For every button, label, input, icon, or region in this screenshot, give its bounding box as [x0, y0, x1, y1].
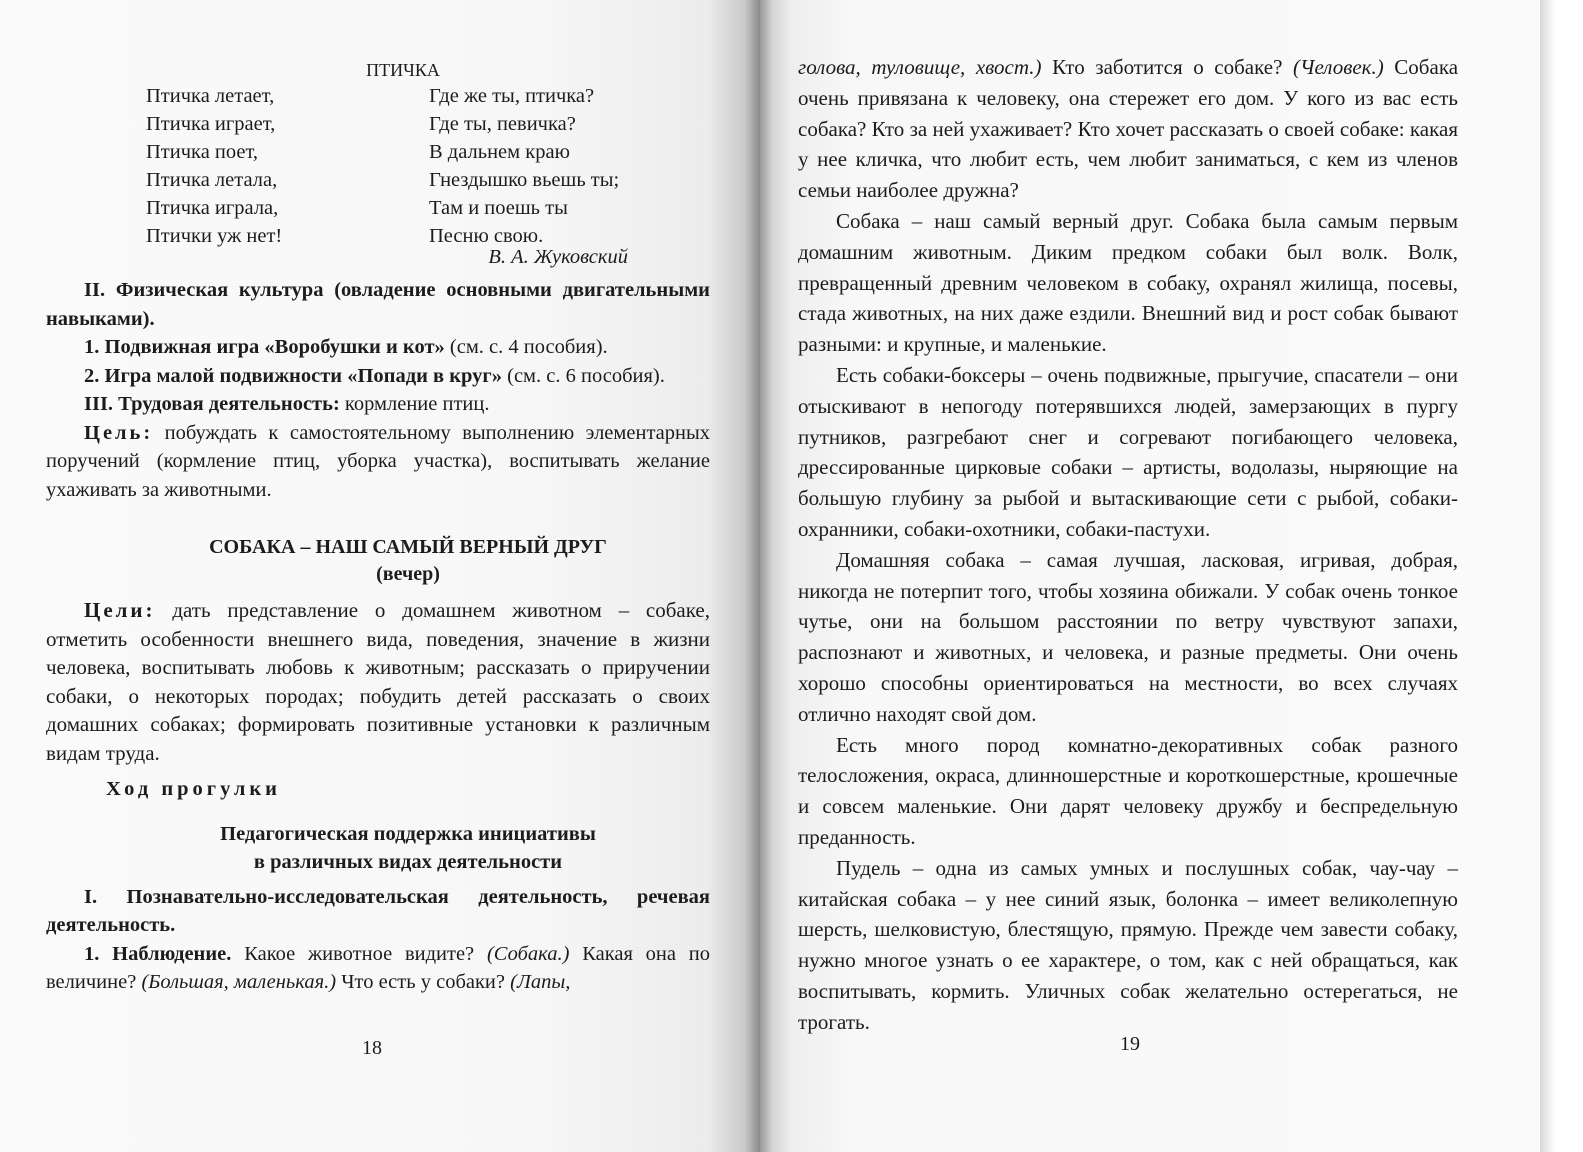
item-1-title: 1. Подвижная игра «Воробушки и кот»	[84, 336, 445, 358]
section-3	[46, 390, 710, 419]
paragraph-4: Домашняя собака – самая лучшая, ласковая, игривая, добрая, никогда не потерпит того, чтобы хозяина обижали. У собак очень тонкое чутье, они на большом расстоянии по ветру чувствуют запахи, распознают и животных, и человека, и разные предметы. Они очень хорошо способны ориентироваться на местности, во всех случаях отлично находят свой дом.	[798, 547, 1458, 726]
right-page-content	[798, 52, 1458, 1038]
item-1	[46, 333, 710, 362]
poem-line: Птички уж нет!	[146, 225, 283, 247]
item-2	[46, 362, 710, 391]
paragraph-3: Есть собаки-боксеры – очень подвижные, прыгучие, спасатели – они отыскивают в непогоду потерявшихся людей, замерзающих в пургу путников, разгребают снег и согревают погибающего человека, дрессированные цирковые собаки – артисты, водолазы, ныряющие на большую глубину за рыбой и вытаскивающие сети с рыбой, собаки-охранники, собаки-охотники, собаки-пастухи.	[798, 362, 1458, 541]
poem-line: Гнездышко вьешь ты;	[429, 169, 620, 191]
poem	[46, 82, 710, 250]
poem-line: Там и поешь ты	[429, 197, 568, 219]
support-heading	[46, 820, 710, 877]
poem-line: Птичка летала,	[146, 169, 278, 191]
section-1-heading: I. Познавательно-исследовательская деятельность, речевая деятельность.	[46, 885, 710, 936]
poem-line: Где ты, певичка?	[429, 113, 576, 135]
section-3-text: кормление птиц.	[339, 393, 490, 415]
topic-title	[46, 534, 710, 588]
item-1-note: (см. с. 4 пособия).	[444, 336, 608, 358]
section-3-title: III. Трудовая деятельность:	[84, 393, 340, 415]
page-number-left: 18	[362, 1037, 382, 1059]
poem-column-2	[429, 82, 619, 250]
observation-question-3: Что есть у собаки?	[336, 971, 511, 993]
paragraph-1-italic: голова, туловище, хвост.)	[798, 55, 1042, 79]
paragraph-1-text: Собака очень привязана к человеку, она стережет его дом. У кого из вас есть собака? Кто за ней ухаживает? Кто хочет рассказать о своей собаке: какая у нее кличка, что любит есть, чем любит заниматься, с кем из членов семьи наиболее дружна?	[798, 55, 1459, 203]
scan-edge	[1540, 0, 1583, 1152]
item-2-title: 2. Игра малой подвижности «Попади в круг»	[84, 364, 502, 387]
observation-answer-1: (Собака.)	[486, 942, 570, 965]
poem-column-1	[146, 82, 282, 250]
support-heading-line-1: Педагогическая поддержка инициативы	[220, 822, 596, 845]
observation-title: 1. Наблюдение.	[84, 942, 232, 965]
goals-label: Цели:	[84, 598, 156, 622]
left-page-content	[46, 58, 710, 997]
paragraph-1-question: Кто заботится о собаке?	[1041, 55, 1294, 79]
observation-answer-2: (Большая, маленькая.)	[141, 971, 337, 993]
observation-question-2: Какая она по величине?	[46, 942, 710, 993]
observation-answer-3: (Лапы,	[510, 971, 571, 993]
item-2-note: (см. с. 6 пособия).	[502, 364, 665, 387]
goals-text: дать представление о домашнем животном – собаке, отметить особенности внешнего вида, поведения, значение в жизни человека, воспитывать любовь к животным; рассказать о приручении собаки, о некоторых породах; побудить детей рассказать о своих домашних собаках; формировать позитивные установки к различным видам труда.	[46, 598, 710, 765]
topic-subtitle: (вечер)	[376, 563, 440, 585]
poem-line: Песню свою.	[429, 225, 544, 247]
goal-label: Цель:	[84, 421, 154, 444]
section-2-heading: II. Физическая культура (овладение основными двигательными навыками).	[46, 279, 710, 330]
goal-text: побуждать к самостоятельному выполнению элементарных поручений (кормление птиц, уборка участка), воспитывать желание ухаживать за животными.	[46, 421, 710, 501]
topic-title-text: СОБАКА – НАШ САМЫЙ ВЕРНЫЙ ДРУГ	[209, 536, 607, 558]
left-page	[0, 0, 760, 1152]
poem-author: В. А. Жуковский	[488, 246, 628, 268]
right-page	[760, 0, 1540, 1152]
goals-paragraph	[46, 596, 710, 767]
paragraph-1-answer: (Человек.)	[1293, 55, 1384, 79]
support-heading-line-2: в различных видах деятельности	[253, 851, 563, 873]
goal-paragraph	[46, 419, 710, 505]
paragraph-6: Пудель – одна из самых умных и послушных собак, чау-чау – китайская собака – у нее синий язык, болонка – имеет великолепную шерсть, шелковистую, блестящую, прямую. Прежде чем завести собаку, нужно многое узнать о ее характере, о том, как с ней обращаться, как воспитывать, кормить. Уличных собак желательно остерегаться, не трогать.	[798, 855, 1458, 1034]
walk-heading: Ход прогулки	[106, 778, 281, 800]
observation-question-1: Какое животное видите?	[231, 942, 487, 965]
poem-line: Птичка играла,	[146, 197, 279, 219]
poem-line: Птичка поет,	[146, 141, 259, 163]
poem-line: В дальнем краю	[429, 141, 570, 163]
poem-line: Где же ты, птичка?	[429, 85, 595, 107]
paragraph-2: Собака – наш самый верный друг. Собака была самым первым домашним животным. Диким предком собаки был волк. Волк, превращенный древним человеком в собаку, охранял жилища, посевы, стада животных, на них даже ездили. Внешний вид и рост собак бывают разными: и крупные, и маленькие.	[798, 208, 1458, 357]
observation-paragraph	[46, 940, 710, 997]
paragraph-1	[798, 52, 1458, 206]
poem-line: Птичка играет,	[146, 113, 276, 135]
paragraph-5: Есть много пород комнатно-декоративных собак разного телосложения, окраса, длинношерстные и короткошерстные, крошечные и совсем маленькие. Они дарят человеку дружбу и беспредельную преданность.	[798, 732, 1458, 849]
page-number-right: 19	[1120, 1033, 1140, 1055]
poem-line: Птичка летает,	[146, 85, 275, 107]
poem-title: ПТИЧКА	[366, 60, 440, 80]
